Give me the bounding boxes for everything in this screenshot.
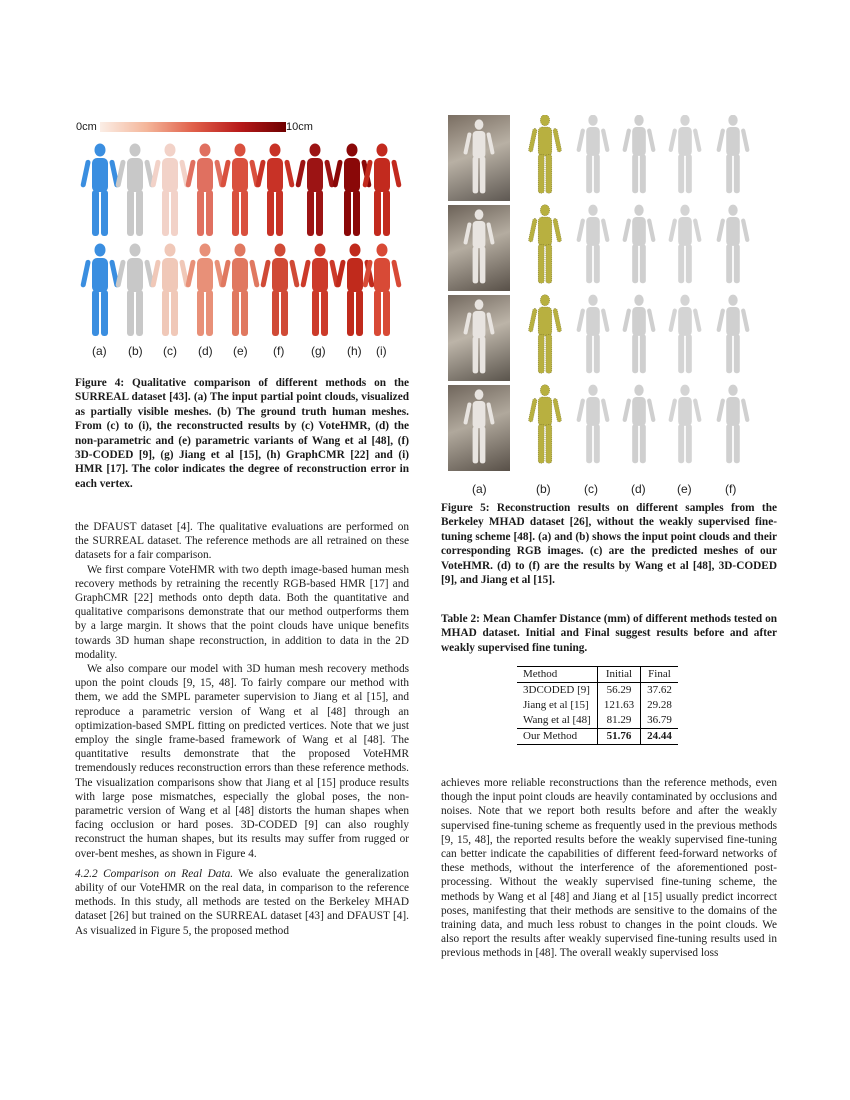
mesh-column-e [668,115,702,463]
left-paragraph-2: We also compare our model with 3D human mesh recovery methods upon the point clouds [9, 15, 48]. To fairly compare our method with them, we add the SMPL parameter supervision to Jiang et al [15], and reproduce a parametric version of Wang et al [48] through an optimization-based SMPL fitting on predicted vertices. Note that we just employ the single frame-based framework of Wang et al [48]. The quantitative results demonstrate that the proposed VoteHMR tremendously reduces reconstruction errors than these reference methods. The visualization comparisons show that Jiang et al [15] produce results with large pose mismatches, especially the global poses, the non-parametric version of Wang et al [48] distorts the human shapes when facing occlusion or hard poses. 3D-CODED [9] can also roughly reconstruct the human shapes, but its results may suffer from rugged or over-bent meshes, as shown in Figure 4. [75,663,409,860]
rgb-image-column [448,115,510,472]
figure-4 [70,118,410,368]
table-cell-final: 29.28 [647,699,672,711]
table-cell-final: 37.62 [647,684,672,696]
fig5-label-d: (d) [631,482,646,496]
mesh-c-bottom [150,244,190,337]
mesh-d-top [185,144,225,237]
mesh-a-top [80,144,120,237]
left-paragraph-0: the DFAUST dataset [4]. The qualitative evaluations are performed on the SURREAL dataset. The reference methods are all retrained on these datasets for a fair comparison. [75,521,409,562]
mesh-column-f [716,115,750,463]
table-row [517,683,678,699]
mesh-e-top [220,144,260,237]
right-column-text [441,776,777,961]
colorbar-max-label: 10cm [286,121,313,133]
table-header-final: Final [641,667,678,683]
table-cell-initial-best: 51.76 [597,729,640,745]
mesh-g-bottom [300,244,340,337]
table-cell-initial: 121.63 [597,698,640,713]
table-cell-method: 3DCODED [9] [517,683,597,699]
table-cell-final: 36.79 [647,714,672,726]
rgb-person-silhouettes [448,115,510,472]
fig4-label-i: (i) [376,344,387,358]
table-header-method: Method [517,667,597,683]
figure-4-caption: Figure 4: Qualitative comparison of different methods on the SURREAL dataset [43]. (a) The input partial point clouds, visualized as partially visible meshes. (b) The ground truth human meshes. From (c) to (i), the reconstructed results by (c) VoteHMR, (d) the non-parametric and (e) parametric variants of Wang et al [48], (f) 3D-CODED [9], (g) Jiang et al [15], (h) GraphCMR [22] and (i) HMR [17]. The color indicates the degree of reconstruction error in each vertex. [75,377,409,490]
table-header-initial: Initial [597,667,640,683]
table-cell-method: Jiang et al [15] [517,698,597,713]
fig4-label-c: (c) [163,344,177,358]
mesh-g-top [295,144,335,237]
mesh-f-bottom [260,244,300,337]
mesh-f-top [255,144,295,237]
table-cell-method: Wang et al [48] [517,713,597,729]
figure-5-meshes [515,115,780,475]
left-paragraph-1: We first compare VoteHMR with two depth image-based human mesh recovery methods by retraining the recently RGB-based HMR [17] and GraphCMR [22] methods onto depth data. Both the quantitative and qualitative comparisons demonstrate that our method outperforms them by a large margin. It shows that the point clouds have unique benefits towards 3D human shape reconstruction, in addition to data in the 2D modality. [75,563,409,661]
mesh-h-bottom [335,244,375,337]
mesh-i-top [362,144,402,237]
table-cell-method: Our Method [517,729,597,745]
fig4-label-b: (b) [128,344,143,358]
mesh-c-top [150,144,190,237]
mesh-d-bottom [185,244,225,337]
colorbar-min-label: 0cm [76,121,97,133]
fig5-label-c: (c) [584,482,598,496]
fig5-label-a: (a) [472,482,487,496]
fig4-label-f: (f) [273,344,285,358]
mesh-b-top [115,144,155,237]
error-colorbar [100,122,286,132]
point-cloud-column [528,115,562,463]
mesh-column-d [622,115,656,463]
left-column-text [75,520,409,938]
table-2-caption: Table 2: Mean Chamfer Distance (mm) of different methods tested on MHAD dataset. Initial and Final suggest results before and after weakly supervised fine tuning. [441,613,777,654]
mesh-i-bottom [362,244,402,337]
figure-5 [440,115,780,500]
table-row-best [517,729,678,745]
fig4-label-e: (e) [233,344,248,358]
fig5-label-b: (b) [536,482,551,496]
left-paragraph-3: We also evaluate the generalization ability of our VoteHMR on the real data, in comparison to the reference methods. In this study, all methods are tested on the Berkeley MHAD dataset [26] but trained on the SURREAL dataset [43] and DFAUST [4]. As visualized in Figure 5, the proposed method [75,867,409,937]
figure-4-meshes [70,138,410,343]
fig4-label-d: (d) [198,344,213,358]
mesh-column-c [576,115,610,463]
table-header-row [517,667,678,683]
table-row [517,698,678,713]
mesh-a-bottom [80,244,120,337]
table-cell-initial: 81.29 [597,713,640,729]
fig4-label-a: (a) [92,344,107,358]
mesh-h-top [332,144,372,237]
table-row [517,713,678,729]
fig5-label-e: (e) [677,482,692,496]
section-heading-4-2-2: 4.2.2 Comparison on Real Data. [75,867,234,880]
right-paragraph-0: achieves more reliable reconstructions than the reference methods, even though the input point clouds are heavily contaminated by occlusions and noises. Note that we report both results before and after the weakly supervised fine-tuning scheme as frequently used in the previous methods [9, 15, 48], the reported results before the weakly supervised fine-tuning can better indicate the capabilities of different feed-forward networks of these methods, without the interference of the aforementioned post-processing. Without the weakly supervised fine-tuning scheme, the methods by Wang et al [48] and Jiang et al [15] usually predict incorrect poses, manifesting that their methods are sensitive to the domains of the training data, and much less robust to changes in the point clouds. We also report the results after weakly supervised fine-tuning results used in previous methods in [48]. The overall weakly supervised loss [441,777,777,960]
figure-5-caption: Figure 5: Reconstruction results on different samples from the Berkeley MHAD dataset [26], without the weakly supervised fine-tuning scheme [48]. (a) and (b) shows the input point clouds and their corresponding RGB images. (c) are the predicted meshes of our VoteHMR. (d) to (f) are the results by Wang et al [48], 3D-CODED [9], and Jiang et al [15]. [441,502,777,587]
fig4-label-g: (g) [311,344,326,358]
table-cell-initial: 56.29 [597,683,640,699]
fig5-label-f: (f) [725,482,737,496]
table-2 [517,666,678,745]
table-cell-final-best: 24.44 [641,729,678,745]
fig4-label-h: (h) [347,344,362,358]
mesh-b-bottom [115,244,155,337]
mesh-e-bottom [220,244,260,337]
